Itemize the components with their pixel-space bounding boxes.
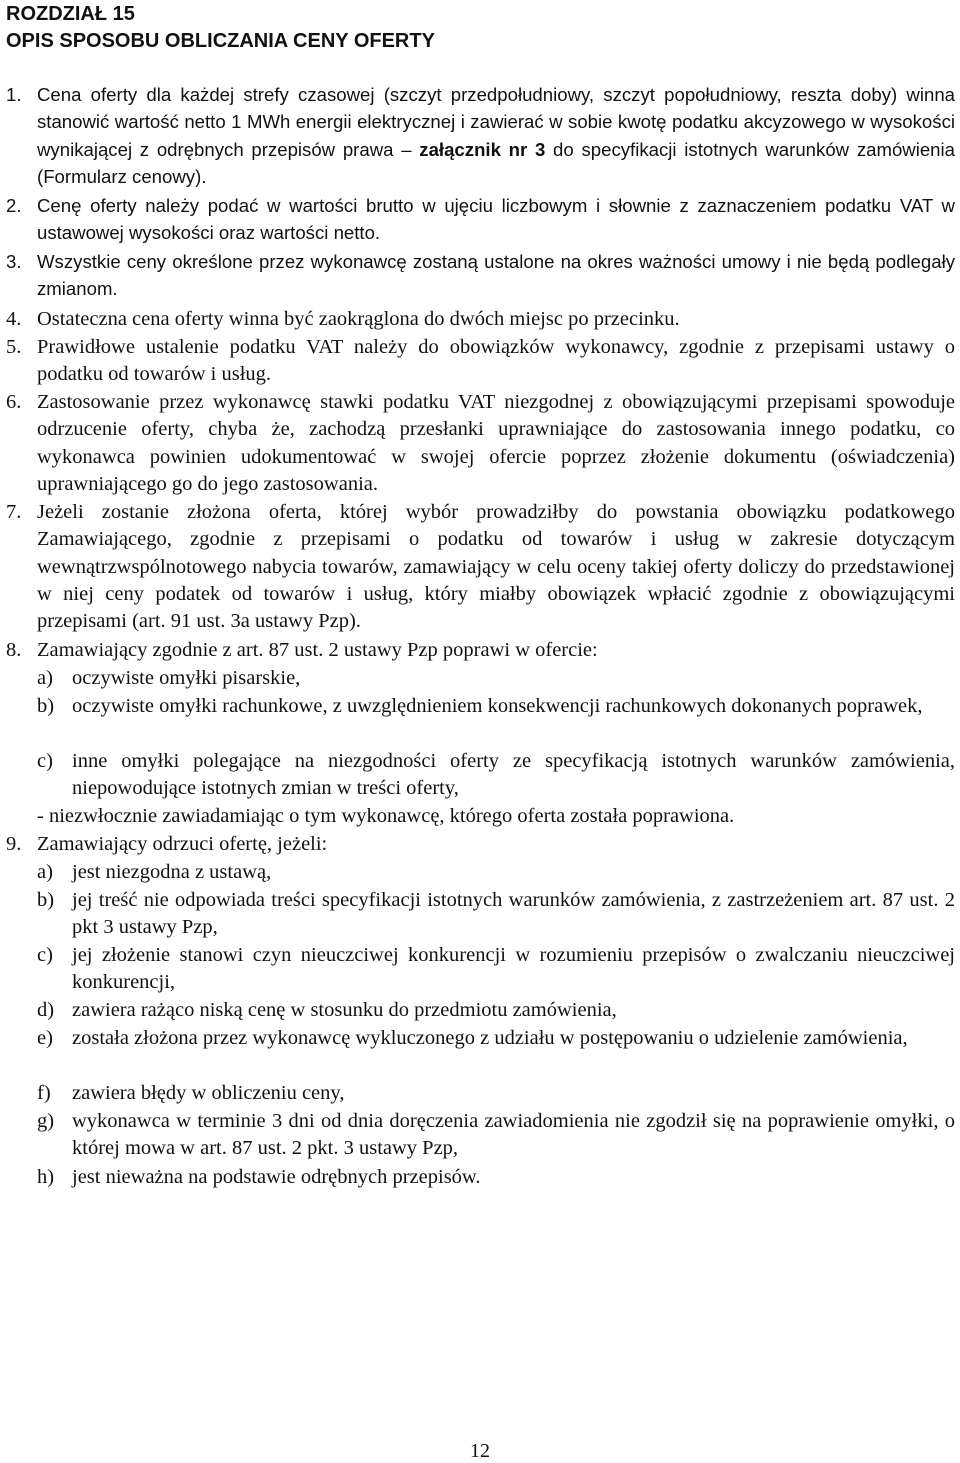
sub-item-9c <box>37 942 955 997</box>
list-item-7 <box>6 499 955 635</box>
list-item-5 <box>6 334 955 389</box>
sub-item-text: inne omyłki polegające na niezgodności oferty ze specyfikacją istotnych warunków zamówienia, niepowodujące istotnych zmian w treści oferty, <box>72 750 955 800</box>
sub-item-8a <box>37 665 955 692</box>
sub-item-9b <box>37 887 955 942</box>
sub-item-8c <box>37 748 955 803</box>
sub-item-letter: e) <box>37 1027 53 1049</box>
list-item-2 <box>6 192 955 247</box>
item-number: 4. <box>6 308 22 330</box>
list-item-6 <box>6 389 955 498</box>
sub-item-9f <box>37 1080 955 1107</box>
chapter-number: ROZDZIAŁ 15 <box>6 3 135 25</box>
item-number: 6. <box>6 391 22 413</box>
item-number: 1. <box>6 84 22 105</box>
sub-item-9g <box>37 1108 955 1163</box>
list-item-4 <box>6 306 955 333</box>
item-text: Zamawiający zgodnie z art. 87 ust. 2 ustawy Pzp poprawi w ofercie: <box>37 639 598 661</box>
item-text: Zastosowanie przez wykonawcę stawki podatku VAT niezgodnej z obowiązującymi przepisami spowoduje odrzucenie oferty, chyba że, zachodzą przesłanki uprawniające do zastosowania innego podatku, co wykonawca powinien udokumentować w swojej ofercie poprzez złożenie dokumentu (oświadczenia) uprawniającego go do jego zastosowania. <box>37 391 955 495</box>
list-item-1 <box>6 81 955 190</box>
sub-item-letter: c) <box>37 944 53 966</box>
sub-item-text: wykonawca w terminie 3 dni od dnia doręczenia zawiadomienia nie zgodził się na poprawienie omyłki, o której mowa w art. 87 ust. 2 pkt. 3 ustawy Pzp, <box>72 1110 955 1160</box>
sub-item-text: jest niezgodna z ustawą, <box>72 861 272 883</box>
sub-item-letter: f) <box>37 1082 51 1104</box>
item-text: Cenę oferty należy podać w wartości brutto w ujęciu liczbowym i słownie z zaznaczeniem podatku VAT w ustawowej wysokości oraz wartości netto. <box>37 195 955 244</box>
list-item-9 <box>6 831 955 858</box>
item-number: 9. <box>6 833 22 855</box>
item-number: 3. <box>6 251 22 272</box>
chapter-title: OPIS SPOSOBU OBLICZANIA CENY OFERTY <box>6 30 435 52</box>
item-number: 8. <box>6 639 22 661</box>
item-text: Cena oferty dla każdej strefy czasowej (szczyt przedpołudniowy, szczyt popołudniowy, reszta doby) winna stanowić wartość netto 1 MWh energii elektrycznej i zawierać w sobie kwotę podatku akcyzowego w wysokości wynikającej z odrębnych przepisów prawa – załącznik nr 3 do specyfikacji istotnych warunków zamówienia (Formularz cenowy). <box>37 84 955 187</box>
sub-item-text: zawiera błędy w obliczeniu ceny, <box>72 1082 345 1104</box>
page-number: 12 <box>470 1440 490 1462</box>
item-text: Jeżeli zostanie złożona oferta, której wybór prowadziłby do powstania obowiązku podatkowego Zamawiającego, zgodnie z przepisami o podatku od towarów i usług w zakresie dotyczącym wewnątrzwspólnotowego nabycia towarów, zamawiający w celu oceny takiej oferty doliczy do przedstawionej w niej ceny podatek od towarów i usług, który miałby obowiązek wpłacić zgodnie z obowiązującymi przepisami (art. 91 ust. 3a ustawy Pzp). <box>37 501 955 633</box>
attachment-reference: załącznik nr 3 <box>419 138 546 160</box>
sub-item-9e <box>37 1025 955 1052</box>
sub-item-text: jej treść nie odpowiada treści specyfikacji istotnych warunków zamówienia, z zastrzeżeniem art. 87 ust. 2 pkt 3 ustawy Pzp, <box>72 889 955 939</box>
sub-item-letter: b) <box>37 889 55 911</box>
item-number: 5. <box>6 336 22 358</box>
sub-item-letter: d) <box>37 999 55 1021</box>
sub-item-letter: c) <box>37 750 53 772</box>
item-text: Wszystkie ceny określone przez wykonawcę zostaną ustalone na okres ważności umowy i nie będą podlegały zmianom. <box>37 251 955 300</box>
item-number: 2. <box>6 195 22 216</box>
sub-item-letter: a) <box>37 861 53 883</box>
sub-item-text: została złożona przez wykonawcę wykluczonego z udziału w postępowaniu o udzielenie zamówienia, <box>72 1027 908 1049</box>
sub-item-letter: h) <box>37 1166 55 1188</box>
sub-item-text: jest nieważna na podstawie odrębnych przepisów. <box>72 1166 481 1188</box>
sub-item-letter: g) <box>37 1110 55 1132</box>
sub-item-letter: a) <box>37 667 53 689</box>
sub-item-text: zawiera rażąco niską cenę w stosunku do przedmiotu zamówienia, <box>72 999 617 1021</box>
sub-item-letter: b) <box>37 695 55 717</box>
item-number: 7. <box>6 501 22 523</box>
item-text: Zamawiający odrzuci ofertę, jeżeli: <box>37 833 328 855</box>
sub-item-text: oczywiste omyłki pisarskie, <box>72 667 301 689</box>
sub-item-9d <box>37 997 955 1024</box>
sub-item-8b <box>37 693 955 720</box>
sub-item-text: jej złożenie stanowi czyn nieuczciwej konkurencji w rozumieniu przepisów o zwalczaniu nieuczciwej konkurencji, <box>72 944 955 994</box>
item-8-note: - niezwłocznie zawiadamiając o tym wykonawcę, którego oferta została poprawiona. <box>37 805 735 827</box>
sub-item-9a <box>37 859 955 886</box>
item-text: Prawidłowe ustalenie podatku VAT należy do obowiązków wykonawcy, zgodnie z przepisami ustawy o podatku od towarów i usług. <box>37 336 955 386</box>
item-text: Ostateczna cena oferty winna być zaokrąglona do dwóch miejsc po przecinku. <box>37 308 680 330</box>
list-item-8 <box>6 637 955 664</box>
sub-item-text: oczywiste omyłki rachunkowe, z uwzględnieniem konsekwencji rachunkowych dokonanych poprawek, <box>72 695 923 717</box>
list-item-3 <box>6 248 955 303</box>
sub-item-9h <box>37 1164 955 1191</box>
